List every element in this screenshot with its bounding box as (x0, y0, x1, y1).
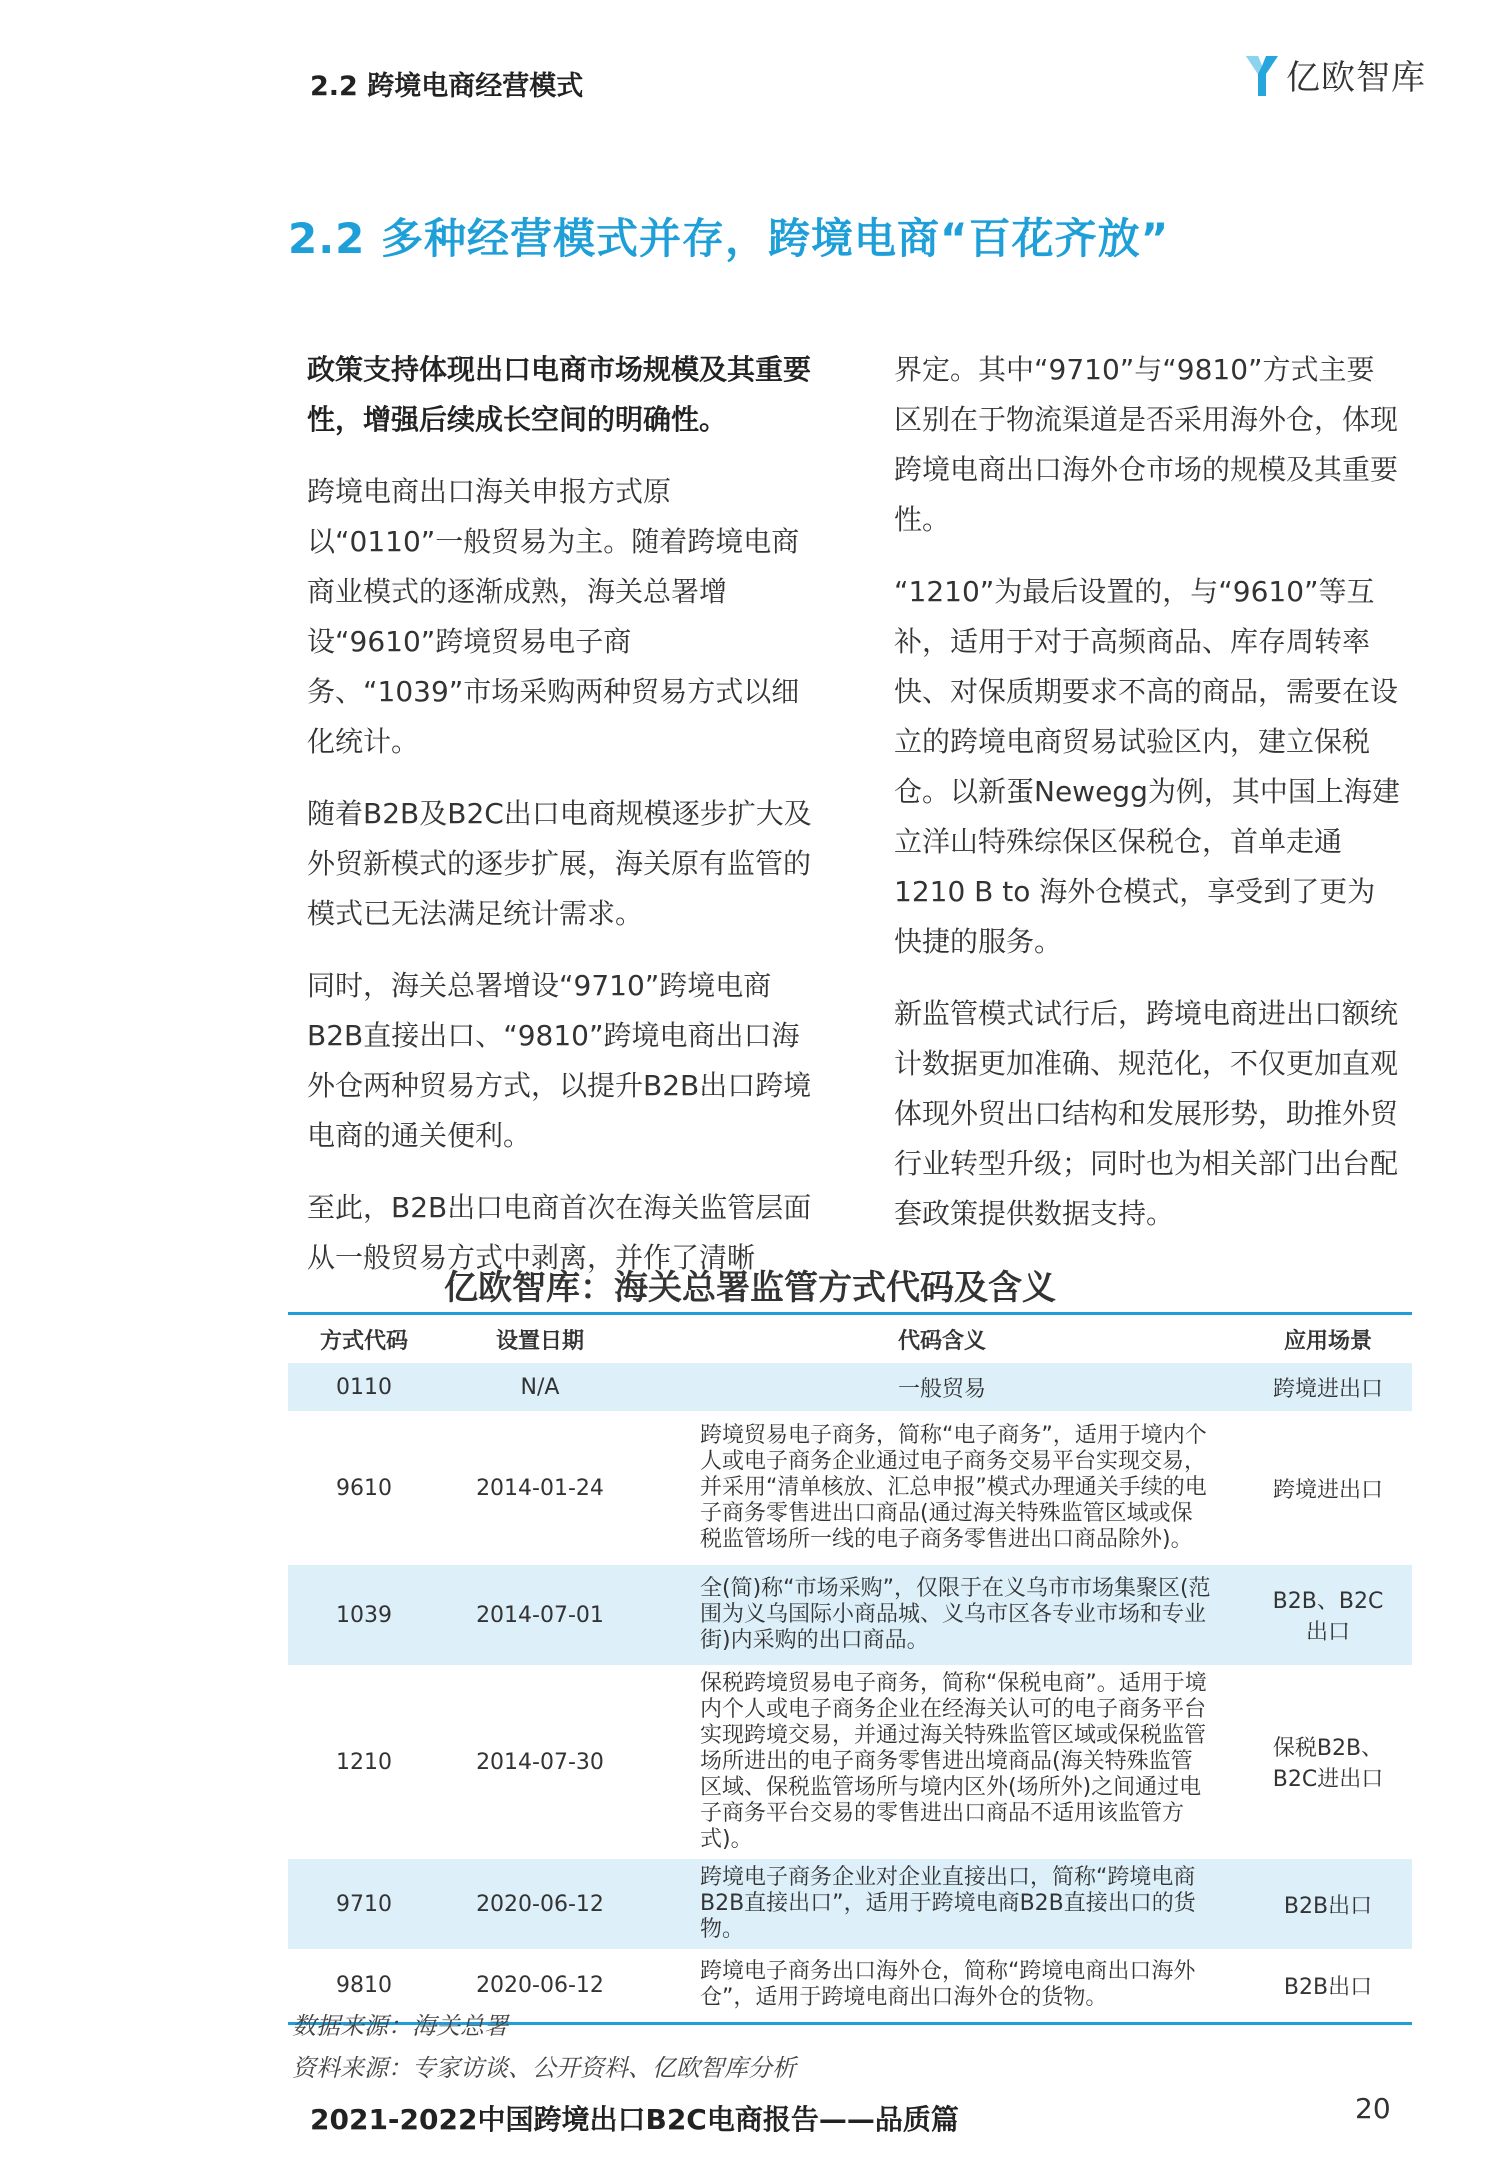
table-row (288, 1565, 1412, 1665)
header-section-title: 2.2 跨境电商经营模式 (310, 71, 584, 102)
paragraph: 界定。其中“9710”与“9810”方式主要区别在于物流渠道是否采用海外仓，体现跨境电商出口海外仓市场的规模及其重要性。 (894, 353, 1399, 536)
cell-date: 2020-06-12 (476, 1891, 604, 1917)
cell-code: 0110 (336, 1374, 392, 1400)
table-row (288, 1859, 1412, 1949)
header-meaning: 代码含义 (897, 1328, 986, 1354)
paragraph: 随着B2B及B2C出口电商规模逐步扩大及外贸新模式的逐步扩展，海关原有监管的模式已无法满足统计需求。 (307, 797, 812, 930)
table-row (288, 1411, 1412, 1565)
cell-date: N/A (520, 1374, 560, 1400)
cell-code: 1039 (336, 1602, 392, 1628)
table-row (288, 1665, 1412, 1859)
page-title: 2.2 多种经营模式并存，跨境电商“百花齐放” (288, 214, 1170, 263)
cell-meaning: 一般贸易 (897, 1376, 986, 1402)
table-header-row (288, 1314, 1412, 1364)
cell-code: 9810 (336, 1972, 392, 1998)
lead-paragraph: 政策支持体现出口电商市场规模及其重要性，增强后续成长空间的明确性。 (307, 353, 812, 436)
code-table (288, 1312, 1412, 2025)
cell-scene: 跨境进出口 (1272, 1477, 1383, 1503)
logo (1244, 50, 1426, 99)
paragraph: 跨境电商出口海关申报方式原以“0110”一般贸易为主。随着跨境电商商业模式的逐渐成熟，海关总署增设“9610”跨境贸易电子商务、“1039”市场采购两种贸易方式以细化统计。 (307, 475, 800, 758)
paragraph: “1210”为最后设置的，与“9610”等互补，适用于对于高频商品、库存周转率快、对保质期要求不高的商品，需要在设立的跨境电商贸易试验区内，建立保税仓。以新蛋Newegg为例，其中国上海建立洋山特殊综保区保税仓，首单走通1210 B to 海外仓模式，享受到了更为快捷的服务。 (894, 575, 1400, 958)
table-row (288, 1363, 1412, 1411)
cell-meaning: 保税跨境贸易电子商务，简称“保税电商”。适用于境内个人或电子商务企业在经海关认可的电子商务平台实现跨境交易，并通过海关特殊监管区域或保税监管场所进出的电子商务零售进出境商品(海关特殊监管区域、保税监管场所与境内区外(场所外)之间通过电子商务平台交易的零售进出口商品不适用该监管方式)。 (700, 1671, 1207, 1852)
cell-meaning: 全(简)称“市场采购”，仅限于在义乌市市场集聚区(范围为义乌国际小商品城、义乌市区各专业市场和专业街)内采购的出口商品。 (700, 1576, 1211, 1653)
cell-scene: B2B出口 (1283, 1893, 1373, 1919)
cell-meaning: 跨境电子商务企业对企业直接出口，简称“跨境电商B2B直接出口”，适用于跨境电商B2B直接出口的货物。 (700, 1865, 1196, 1942)
cell-meaning: 跨境贸易电子商务，简称“电子商务”，适用于境内个人或电子商务企业通过电子商务交易平台实现交易，并采用“清单核放、汇总申报”模式办理通关手续的电子商务零售进出口商品(通过海关特殊监管区域或保税监管场所一线的电子商务零售进出口商品除外)。 (700, 1423, 1207, 1552)
cell-date: 2014-07-30 (476, 1749, 604, 1775)
paragraph: 同时，海关总署增设“9710”跨境电商B2B直接出口、“9810”跨境电商出口海外仓两种贸易方式，以提升B2B出口跨境电商的通关便利。 (307, 969, 812, 1152)
left-column (307, 345, 815, 1305)
logo-icon (1244, 52, 1280, 98)
cell-scene: 保税B2B、B2C进出口 (1272, 1736, 1384, 1792)
cell-scene: B2B、B2C出口 (1272, 1589, 1384, 1645)
data-source: 数据来源：海关总署 (292, 2012, 508, 2040)
cell-scene: 跨境进出口 (1272, 1376, 1383, 1402)
cell-code: 9710 (336, 1891, 392, 1917)
cell-date: 2014-01-24 (476, 1475, 604, 1501)
paragraph: 新监管模式试行后，跨境电商进出口额统计数据更加准确、规范化，不仅更加直观体现外贸出口结构和发展形势，助推外贸行业转型升级；同时也为相关部门出台配套政策提供数据支持。 (894, 997, 1399, 1230)
right-column (894, 345, 1402, 1261)
paragraph: 至此，B2B出口电商首次在海关监管层面从一般贸易方式中剥离，并作了清晰 (307, 1191, 812, 1274)
cell-date: 2014-07-01 (476, 1602, 604, 1628)
cell-code: 1210 (336, 1749, 392, 1775)
cell-code: 9610 (336, 1475, 392, 1501)
logo-text: 亿欧智库 (1286, 58, 1426, 98)
header-scene: 应用场景 (1283, 1328, 1372, 1354)
cell-meaning: 跨境电子商务出口海外仓，简称“跨境电商出口海外仓”，适用于跨境电商出口海外仓的货物。 (700, 1959, 1196, 2011)
cell-date: 2020-06-12 (476, 1972, 604, 1998)
header-code: 方式代码 (319, 1328, 408, 1354)
header-date: 设置日期 (495, 1328, 584, 1354)
material-source: 资料来源：专家访谈、公开资料、亿欧智库分析 (292, 2054, 796, 2082)
table-title: 亿欧智库：海关总署监管方式代码及含义 (444, 1268, 1056, 1308)
cell-scene: B2B出口 (1283, 1974, 1373, 2000)
footer-report-title: 2021-2022中国跨境出口B2C电商报告——品质篇 (310, 2103, 959, 2136)
page-number: 20 (1355, 2092, 1391, 2125)
